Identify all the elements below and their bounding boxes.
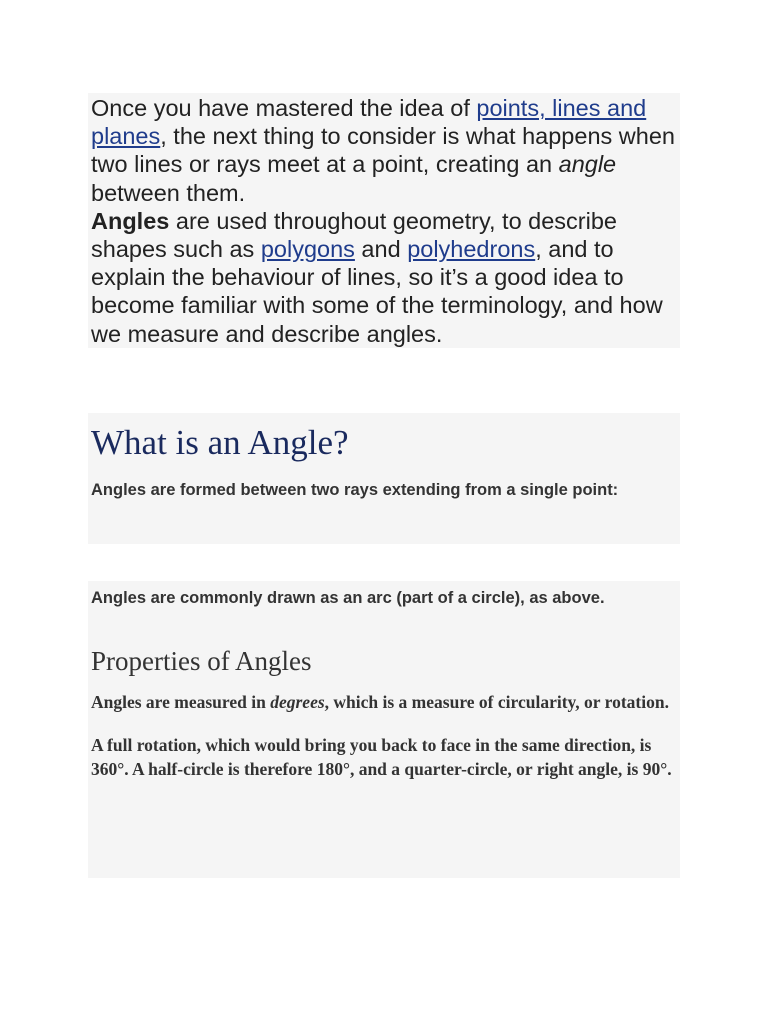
angle-term: angle [558, 151, 617, 178]
link-points-lines-planes[interactable]: points, lines and planes [91, 95, 647, 150]
rotation-paragraph: A full rotation, which would bring you back to face in the same direction, is 360°. A half-circle is therefore 180°, and a quarter-circle, or right angle, is 90°. [91, 734, 672, 779]
degrees-text: , which is a measure of circularity, or rotation. [324, 692, 669, 712]
intro-text: between them. [91, 179, 246, 206]
intro-text: , and to explain the behaviour of lines, so it’s a good idea to become familiar with some of the terminology, and how we measure and describe angles. [91, 236, 663, 347]
intro-text: are used throughout geometry, to describe shapes such as [91, 207, 617, 263]
section-title: What is an Angle? [91, 423, 349, 462]
what-is-angle-block [88, 413, 680, 544]
degrees-term: degrees [270, 692, 325, 712]
intro-text: , the next thing to consider is what happens when two lines or rays meet at a point, creating an [91, 123, 675, 178]
properties-block [88, 581, 680, 878]
degrees-text: Angles are measured in [91, 692, 271, 712]
angles-term: Angles [91, 207, 170, 234]
link-polygons[interactable]: polygons [260, 236, 355, 263]
intro-paragraph-2 [91, 207, 676, 348]
link-polyhedrons[interactable]: polyhedrons [407, 236, 536, 263]
intro-text: Once you have mastered the idea of [91, 95, 477, 121]
angle-description: Angles are formed between two rays extending from a single point: [91, 481, 619, 499]
intro-paragraph-1 [91, 94, 676, 207]
intro-block [88, 93, 680, 348]
intro-text: and [354, 236, 408, 263]
properties-title: Properties of Angles [91, 646, 312, 676]
degrees-paragraph [91, 690, 676, 715]
arc-note: Angles are commonly drawn as an arc (part of a circle), as above. [91, 589, 605, 607]
